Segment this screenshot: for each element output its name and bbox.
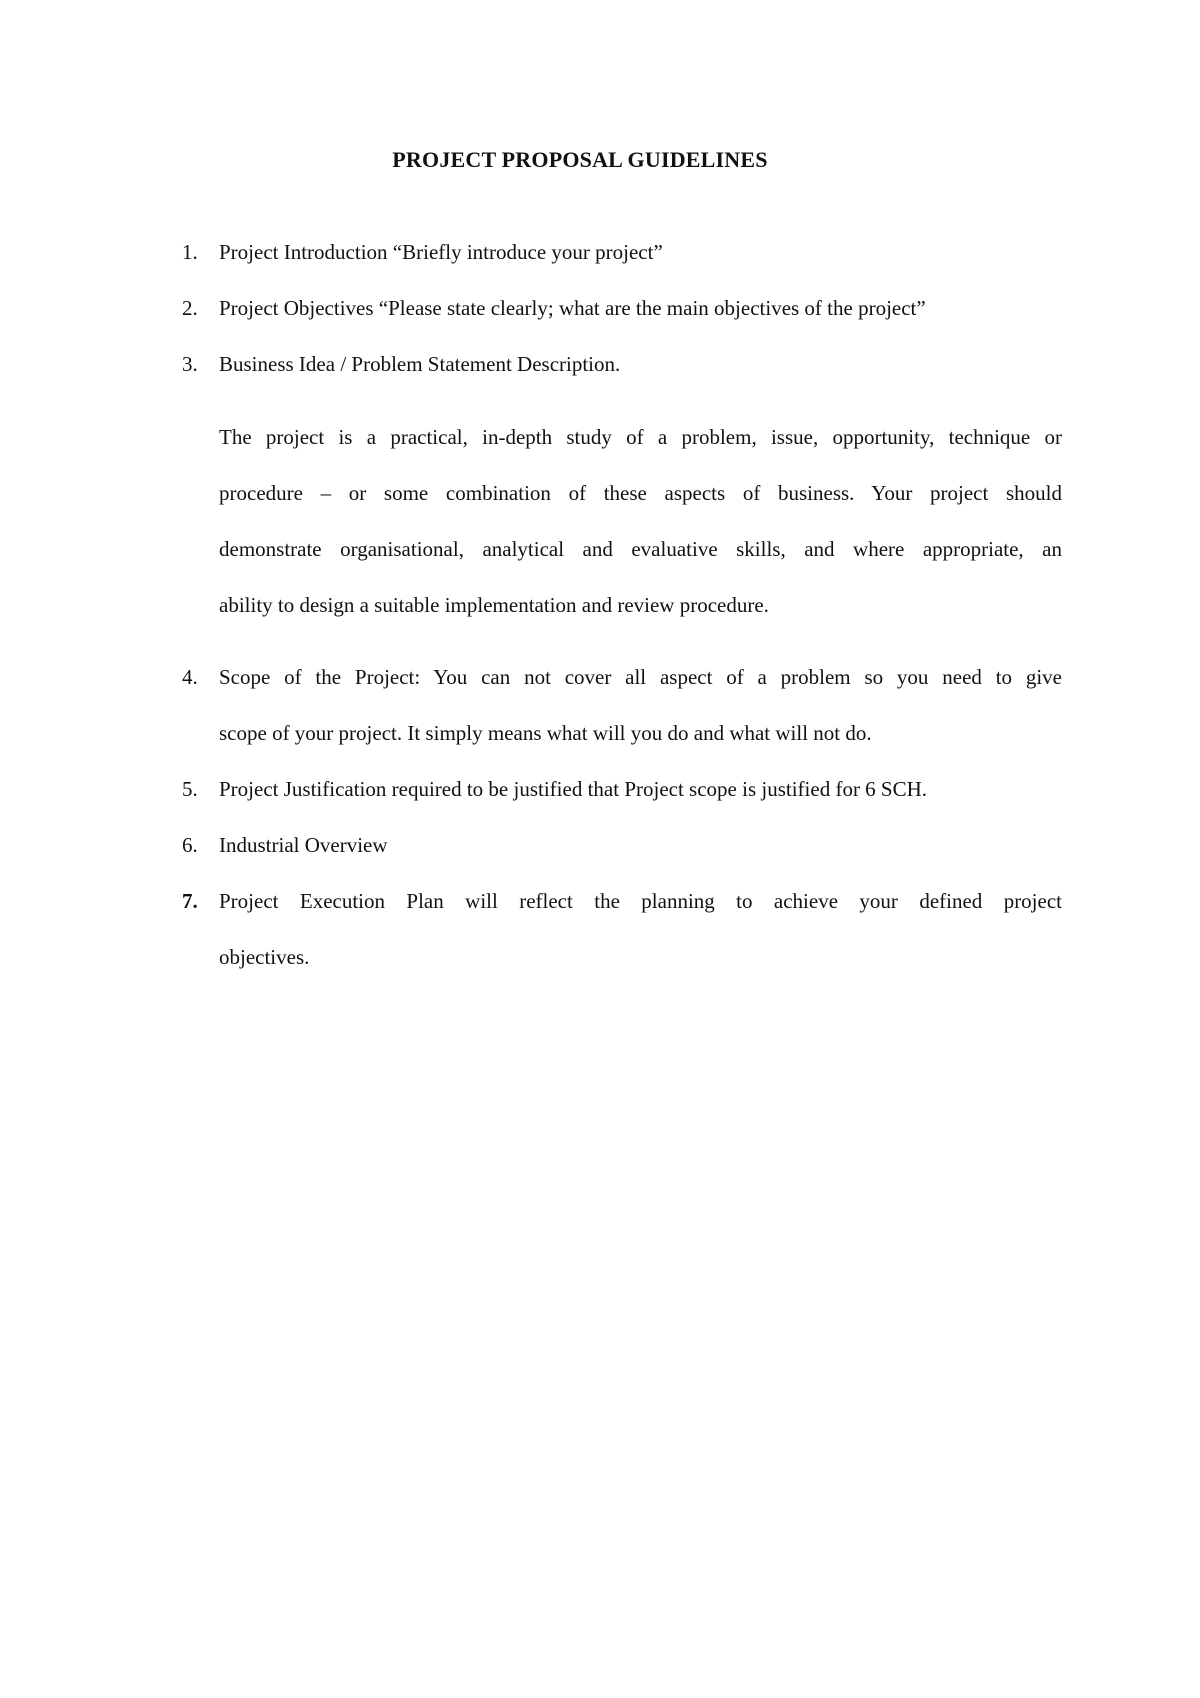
item-5-text: Project Justification required to be justified that Project scope is justified for 6 SCH.: [219, 777, 928, 801]
description-line-2: procedure – or some combination of these aspects of business. Your project should: [219, 481, 1062, 505]
item-2-number: 2.: [182, 296, 198, 320]
description-line-4: ability to design a suitable implementation and review procedure.: [219, 593, 769, 617]
item-7-line-2: objectives.: [219, 945, 310, 969]
item-4-line-2: scope of your project. It simply means what will you do and what will not do.: [219, 721, 872, 745]
item-6-number: 6.: [182, 833, 198, 857]
document-title: PROJECT PROPOSAL GUIDELINES: [392, 147, 768, 172]
item-7-number: 7.: [182, 889, 198, 913]
item-3-text: Business Idea / Problem Statement Description.: [219, 352, 621, 376]
item-5-number: 5.: [182, 777, 198, 801]
item-3-number: 3.: [182, 352, 198, 376]
description-line-3: demonstrate organisational, analytical and evaluative skills, and where appropriate, an: [219, 537, 1062, 561]
item-6-text: Industrial Overview: [219, 833, 388, 857]
item-1-number: 1.: [182, 240, 198, 264]
item-4-number: 4.: [182, 665, 198, 689]
item-2-text: Project Objectives “Please state clearly; what are the main objectives of the project”: [219, 296, 926, 320]
description-line-1: The project is a practical, in-depth study of a problem, issue, opportunity, technique or: [219, 425, 1062, 449]
item-7-line-1: Project Execution Plan will reflect the planning to achieve your defined project: [219, 889, 1062, 913]
item-4-line-1: Scope of the Project: You can not cover all aspect of a problem so you need to give: [219, 665, 1062, 689]
item-1-text: Project Introduction “Briefly introduce your project”: [219, 240, 663, 264]
